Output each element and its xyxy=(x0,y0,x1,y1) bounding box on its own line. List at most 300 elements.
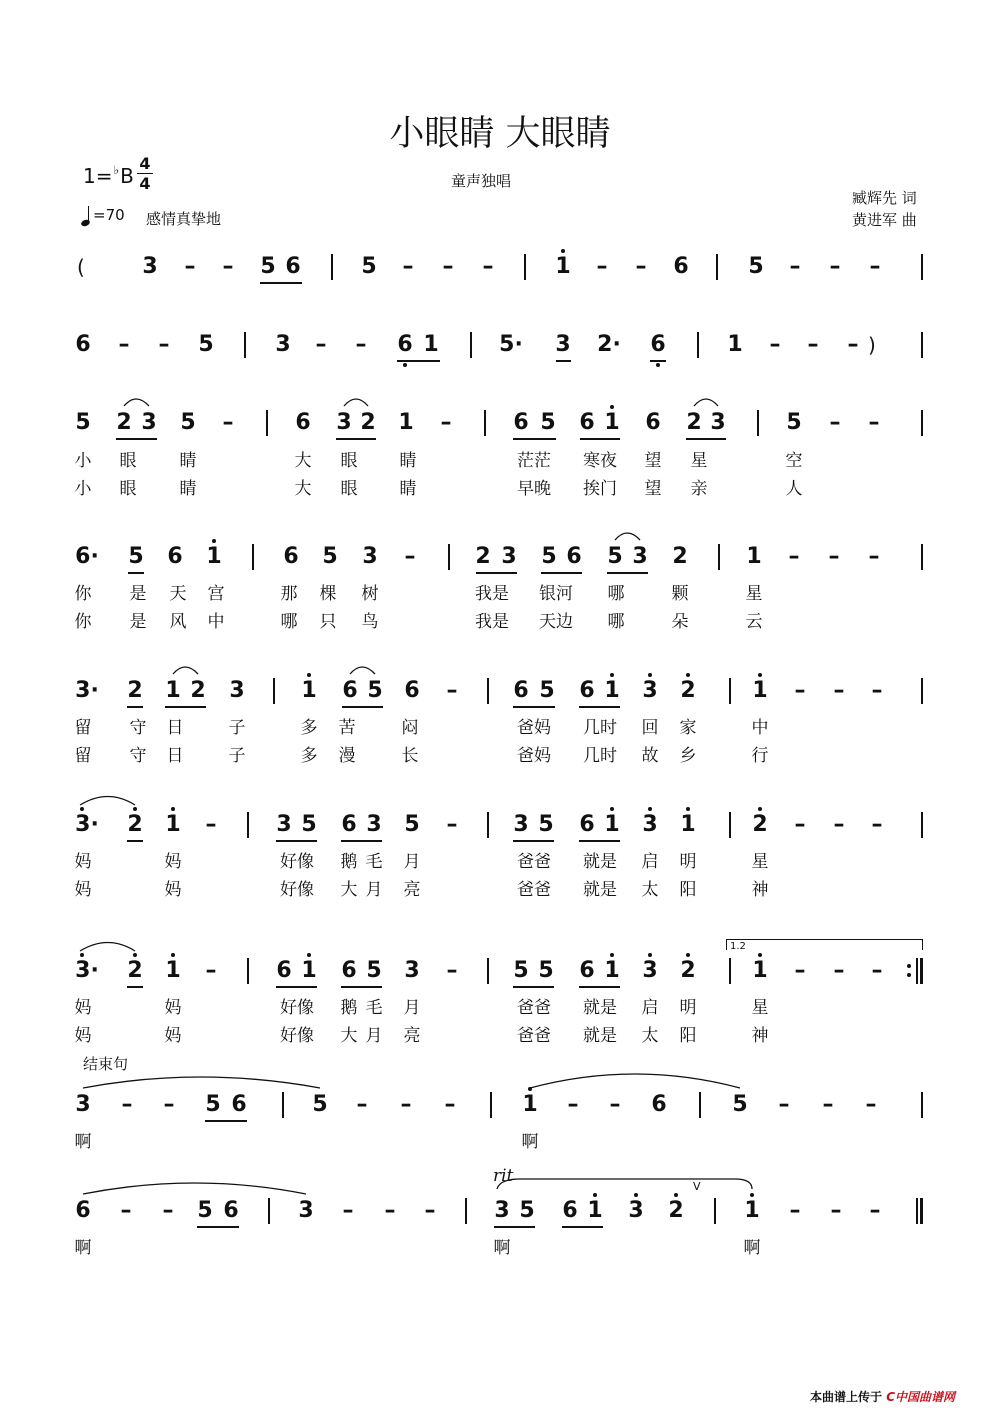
octave-dot-high xyxy=(171,807,175,811)
note: 5 xyxy=(540,410,556,435)
octave-dot-low xyxy=(656,363,660,367)
barline xyxy=(273,678,275,704)
lyric-syllable: 大 xyxy=(340,880,358,900)
dash: – xyxy=(118,332,130,357)
dash: – xyxy=(869,1198,881,1223)
footer-credit xyxy=(810,1388,955,1405)
note: 1 xyxy=(604,958,620,983)
expression-marking: 感情真挚地 xyxy=(146,210,222,228)
note: 6 xyxy=(579,678,595,703)
lyric-syllable: 你 xyxy=(74,612,92,632)
final-barline-thick xyxy=(920,1198,923,1224)
lyric-syllable: 银河 xyxy=(539,584,573,604)
note: 5 xyxy=(519,1198,535,1223)
lyric-syllable: 子 xyxy=(228,718,246,738)
lyric-syllable: 星 xyxy=(751,852,769,872)
note: 6 xyxy=(650,332,666,357)
dash: – xyxy=(355,332,367,357)
beam-underline xyxy=(607,572,648,574)
note: 5 xyxy=(361,254,377,279)
note: 2 xyxy=(475,544,491,569)
barline xyxy=(921,678,923,704)
beam-underline xyxy=(165,706,206,708)
beam-underline xyxy=(513,438,556,440)
note: 3 xyxy=(501,544,517,569)
lyric-syllable: 大 xyxy=(340,1026,358,1046)
barline xyxy=(331,254,333,280)
dash: – xyxy=(205,812,217,837)
octave-dot-high xyxy=(758,953,762,957)
note: 6 xyxy=(404,678,420,703)
note: 5 xyxy=(538,958,554,983)
note: 1 xyxy=(744,1198,760,1223)
beam-underline xyxy=(260,282,302,284)
dash: – xyxy=(404,544,416,569)
barline xyxy=(729,678,731,704)
lyric-syllable: 爸妈 xyxy=(517,718,551,738)
lyric-syllable: 中 xyxy=(207,612,225,632)
dash: – xyxy=(446,958,458,983)
note: 1 xyxy=(555,254,571,279)
volta-label: 1.2 xyxy=(730,941,746,952)
barline xyxy=(921,254,923,280)
octave-dot-high xyxy=(80,807,84,811)
dash: – xyxy=(446,678,458,703)
note: 1 xyxy=(165,958,181,983)
lyric-syllable: 望 xyxy=(644,479,662,499)
lyric-syllable: 家 xyxy=(679,718,697,738)
quarter-note-icon xyxy=(81,206,93,226)
note: 5 xyxy=(128,544,144,569)
lyric-syllable: 茫茫 xyxy=(517,451,551,471)
lyric-syllable: 啊 xyxy=(521,1132,539,1152)
note: 3· xyxy=(75,812,99,837)
lyric-syllable: 啊 xyxy=(493,1238,511,1258)
note: 5 xyxy=(786,410,802,435)
barline xyxy=(484,410,486,436)
lyric-syllable: 睛 xyxy=(399,451,417,471)
beam-underline xyxy=(494,1226,535,1228)
lyric-syllable: 明 xyxy=(679,998,697,1018)
note: 3 xyxy=(141,410,157,435)
octave-dot-high xyxy=(610,673,614,677)
ritardando-marking: rit xyxy=(493,1166,514,1186)
dash: – xyxy=(869,254,881,279)
lyric-syllable: 就是 xyxy=(583,1026,617,1046)
beam-underline xyxy=(127,986,143,988)
lyric-syllable: 就是 xyxy=(583,998,617,1018)
note: 6 xyxy=(579,812,595,837)
note: 6 xyxy=(513,678,529,703)
lyric-syllable: 天 xyxy=(169,584,187,604)
barline xyxy=(448,544,450,570)
lyric-syllable: 大 xyxy=(294,479,312,499)
lyric-syllable: 颗 xyxy=(671,584,689,604)
repeat-sign xyxy=(912,958,914,984)
dash: – xyxy=(829,410,841,435)
slur xyxy=(173,667,198,674)
note: 3 xyxy=(276,812,292,837)
lyric-syllable: 神 xyxy=(751,1026,769,1046)
lyric-syllable: 漫 xyxy=(338,746,356,766)
lyric-syllable: 树 xyxy=(361,584,379,604)
barline xyxy=(921,332,923,358)
beam-underline xyxy=(579,706,620,708)
lyric-syllable: 中 xyxy=(751,718,769,738)
octave-dot-high xyxy=(307,953,311,957)
close-paren: ) xyxy=(868,333,876,357)
octave-dot-high xyxy=(133,807,137,811)
beam-underline xyxy=(276,986,317,988)
dash: – xyxy=(384,1198,396,1223)
note: 2 xyxy=(127,958,143,983)
octave-dot-high xyxy=(750,1193,754,1197)
dash: – xyxy=(788,544,800,569)
lyric-syllable: 毛 xyxy=(365,998,383,1018)
lyric-syllable: 哪 xyxy=(280,612,298,632)
breath-mark: V xyxy=(693,1180,701,1193)
dash: – xyxy=(205,958,217,983)
barline xyxy=(524,254,526,280)
song-title: 小眼睛 大眼睛 xyxy=(389,114,611,154)
slur xyxy=(350,667,375,674)
lyric-syllable: 宫 xyxy=(207,584,225,604)
lyric-syllable: 哪 xyxy=(607,584,625,604)
site-name: 中国曲谱网 xyxy=(895,1390,956,1404)
note: 5 xyxy=(197,1198,213,1223)
volta-bracket xyxy=(726,939,923,950)
note: 3 xyxy=(555,332,571,357)
dash: – xyxy=(833,958,845,983)
lyric-syllable: 小 xyxy=(74,451,92,471)
lyric-syllable: 爸爸 xyxy=(517,880,551,900)
lyric-syllable: 苦 xyxy=(338,718,356,738)
note: 3 xyxy=(366,812,382,837)
lyric-syllable: 爸爸 xyxy=(517,998,551,1018)
slur xyxy=(83,1077,320,1088)
slur xyxy=(124,399,149,406)
lyric-syllable: 阳 xyxy=(679,880,697,900)
lyric-syllable: 就是 xyxy=(583,880,617,900)
lyric-syllable: 留 xyxy=(74,746,92,766)
note: 6 xyxy=(231,1092,247,1117)
dash: – xyxy=(828,544,840,569)
lyric-syllable: 就是 xyxy=(583,852,617,872)
octave-dot-high xyxy=(133,953,137,957)
dash: – xyxy=(121,1092,133,1117)
dash: – xyxy=(184,254,196,279)
barline xyxy=(487,958,489,984)
lyric-syllable: 太 xyxy=(641,880,659,900)
time-signature-bottom: 4 xyxy=(139,174,151,193)
lyric-syllable: 鹅 xyxy=(340,852,358,872)
lyric-syllable: 月 xyxy=(403,998,421,1018)
note: 2 xyxy=(360,410,376,435)
footer-uploaded: 本曲谱上传于 xyxy=(810,1390,883,1404)
barline xyxy=(487,812,489,838)
beam-underline xyxy=(513,840,554,842)
lyric-syllable: 长 xyxy=(401,746,419,766)
barline xyxy=(697,332,699,358)
dash: – xyxy=(222,254,234,279)
lyric-syllable: 妈 xyxy=(164,880,182,900)
lyric-syllable: 妈 xyxy=(164,1026,182,1046)
lyric-syllable: 爸妈 xyxy=(517,746,551,766)
note: 3 xyxy=(513,812,529,837)
note: 1 xyxy=(398,410,414,435)
lyric-syllable: 眼 xyxy=(119,479,137,499)
lyric-syllable: 妈 xyxy=(74,880,92,900)
note: 2· xyxy=(597,332,621,357)
slur xyxy=(344,399,368,406)
note: 3 xyxy=(229,678,245,703)
beam-underline xyxy=(513,706,555,708)
octave-dot-high xyxy=(528,1087,532,1091)
lyric-syllable: 好像 xyxy=(280,998,314,1018)
lyric-syllable: 爸爸 xyxy=(517,1026,551,1046)
dash: – xyxy=(769,332,781,357)
dash: – xyxy=(794,678,806,703)
lyric-syllable: 留 xyxy=(74,718,92,738)
beam-underline xyxy=(579,986,620,988)
dash: – xyxy=(596,254,608,279)
octave-dot-high xyxy=(610,405,614,409)
dash: – xyxy=(829,254,841,279)
lyric-syllable: 睛 xyxy=(179,479,197,499)
lyric-syllable: 啊 xyxy=(74,1238,92,1258)
octave-dot-high xyxy=(686,673,690,677)
dash: – xyxy=(807,332,819,357)
lyric-syllable: 日 xyxy=(166,746,184,766)
lyric-syllable: 月 xyxy=(365,1026,383,1046)
lyric-syllable: 几时 xyxy=(583,746,617,766)
note: 1 xyxy=(727,332,743,357)
performance-type: 童声独唱 xyxy=(451,172,512,190)
octave-dot-low xyxy=(403,363,407,367)
note: 1 xyxy=(746,544,762,569)
lyric-syllable: 大 xyxy=(294,451,312,471)
dash: – xyxy=(400,1092,412,1117)
dash: – xyxy=(315,332,327,357)
slur xyxy=(615,533,640,540)
dash: – xyxy=(158,332,170,357)
lyric-syllable: 阳 xyxy=(679,1026,697,1046)
note: 3 xyxy=(710,410,726,435)
lyric-syllable: 神 xyxy=(751,880,769,900)
note: 2 xyxy=(752,812,768,837)
dash: – xyxy=(609,1092,621,1117)
lyric-syllable: 我是 xyxy=(475,612,509,632)
note: 5 xyxy=(732,1092,748,1117)
lyric-syllable: 睛 xyxy=(399,479,417,499)
final-barline-thin xyxy=(916,1198,918,1224)
lyric-syllable: 那 xyxy=(280,584,298,604)
note: 1 xyxy=(522,1092,538,1117)
lyric-syllable: 是 xyxy=(129,612,147,632)
lyric-syllable: 妈 xyxy=(164,998,182,1018)
note: 3 xyxy=(275,332,291,357)
beam-underline xyxy=(650,360,666,362)
note: 3 xyxy=(75,1092,91,1117)
note: 6 xyxy=(223,1198,239,1223)
barline xyxy=(716,254,718,280)
barline xyxy=(266,410,268,436)
barline xyxy=(465,1198,467,1224)
note: 6· xyxy=(75,544,99,569)
lyric-syllable: 眼 xyxy=(340,451,358,471)
barline xyxy=(247,812,249,838)
note: 6 xyxy=(673,254,689,279)
note: 5 xyxy=(367,678,383,703)
note: 1 xyxy=(604,410,620,435)
note: 1 xyxy=(604,812,620,837)
slur xyxy=(80,797,135,806)
note: 1 xyxy=(587,1198,603,1223)
octave-dot-high xyxy=(561,249,565,253)
lyric-syllable: 启 xyxy=(641,998,659,1018)
dash: – xyxy=(342,1198,354,1223)
composer: 黄进军 曲 xyxy=(852,211,917,229)
lyric-syllable: 望 xyxy=(644,451,662,471)
octave-dot-high xyxy=(686,807,690,811)
octave-dot-high xyxy=(80,953,84,957)
lyric-syllable: 你 xyxy=(74,584,92,604)
lyric-syllable: 妈 xyxy=(164,852,182,872)
beam-underline xyxy=(128,572,144,574)
note: 2 xyxy=(127,812,143,837)
beam-underline xyxy=(580,438,620,440)
beam-underline xyxy=(562,1226,603,1228)
note: 3 xyxy=(642,678,658,703)
barline xyxy=(252,544,254,570)
lyric-syllable: 月 xyxy=(365,880,383,900)
note: 3 xyxy=(362,544,378,569)
barline xyxy=(921,410,923,436)
beam-underline xyxy=(127,840,143,842)
lyric-syllable: 行 xyxy=(751,746,769,766)
note: 5 xyxy=(180,410,196,435)
note: 3 xyxy=(404,958,420,983)
octave-dot-high xyxy=(686,953,690,957)
note: 6 xyxy=(579,410,595,435)
note: 6 xyxy=(513,410,529,435)
note: 5· xyxy=(499,332,523,357)
note: 3 xyxy=(494,1198,510,1223)
note: 2 xyxy=(680,678,696,703)
beam-underline xyxy=(205,1120,247,1122)
beam-underline xyxy=(579,840,620,842)
note: 3 xyxy=(336,410,352,435)
lyric-syllable: 月 xyxy=(403,852,421,872)
note: 6 xyxy=(341,958,357,983)
lyric-syllable: 亲 xyxy=(690,479,708,499)
octave-dot-high xyxy=(610,807,614,811)
lyric-syllable: 故 xyxy=(641,746,659,766)
lyric-syllable: 妈 xyxy=(74,1026,92,1046)
octave-dot-high xyxy=(212,539,216,543)
note: 6 xyxy=(579,958,595,983)
dash: – xyxy=(794,958,806,983)
slur xyxy=(80,943,135,952)
dash: – xyxy=(356,1092,368,1117)
note: 6 xyxy=(283,544,299,569)
lyric-syllable: 鸟 xyxy=(361,612,379,632)
octave-dot-high xyxy=(758,807,762,811)
barline xyxy=(470,332,472,358)
time-signature-top: 4 xyxy=(137,154,153,174)
note: 6 xyxy=(397,332,413,357)
note: 6 xyxy=(75,332,91,357)
dash: – xyxy=(162,1198,174,1223)
barline xyxy=(247,958,249,984)
lyric-syllable: 鹅 xyxy=(340,998,358,1018)
dash: – xyxy=(789,1198,801,1223)
dash: – xyxy=(868,410,880,435)
lyric-syllable: 回 xyxy=(641,718,659,738)
dash: – xyxy=(830,1198,842,1223)
note: 3 xyxy=(632,544,648,569)
octave-dot-high xyxy=(171,953,175,957)
note: 1 xyxy=(752,678,768,703)
beam-underline xyxy=(127,706,143,708)
ending-label: 结束句 xyxy=(83,1055,129,1073)
dash: – xyxy=(442,254,454,279)
lyric-syllable: 好像 xyxy=(280,1026,314,1046)
beam-underline xyxy=(341,986,382,988)
key-prefix: 1= xyxy=(83,164,113,188)
octave-dot-high xyxy=(634,1193,638,1197)
site-logo-icon: C xyxy=(886,1390,896,1404)
note: 5 xyxy=(198,332,214,357)
beam-underline xyxy=(116,438,157,440)
barline xyxy=(714,1198,716,1224)
note: 5 xyxy=(312,1092,328,1117)
lyric-syllable: 哪 xyxy=(607,612,625,632)
dash: – xyxy=(444,1092,456,1117)
note: 1 xyxy=(165,678,181,703)
octave-dot-high xyxy=(674,1193,678,1197)
open-paren: ( xyxy=(77,255,85,279)
lyric-syllable: 守 xyxy=(129,746,147,766)
lyric-syllable: 眼 xyxy=(340,479,358,499)
note: 3 xyxy=(642,958,658,983)
dash: – xyxy=(865,1092,877,1117)
lyric-syllable: 人 xyxy=(785,479,803,499)
beam-underline xyxy=(556,360,571,362)
barline xyxy=(282,1092,284,1118)
barline xyxy=(757,410,759,436)
dash: – xyxy=(871,678,883,703)
octave-dot-high xyxy=(648,673,652,677)
lyric-syllable: 啊 xyxy=(74,1132,92,1152)
lyricist: 臧辉先 词 xyxy=(852,189,917,207)
note: 2 xyxy=(668,1198,684,1223)
octave-dot-high xyxy=(610,953,614,957)
lyric-syllable: 好像 xyxy=(280,880,314,900)
note: 2 xyxy=(686,410,702,435)
note: 1 xyxy=(604,678,620,703)
note: 1 xyxy=(301,958,317,983)
note: 3 xyxy=(628,1198,644,1223)
dash: – xyxy=(635,254,647,279)
time-signature xyxy=(137,154,153,193)
note: 5 xyxy=(404,812,420,837)
lyric-syllable: 睛 xyxy=(179,451,197,471)
octave-dot-high xyxy=(648,807,652,811)
dash: – xyxy=(567,1092,579,1117)
lyric-syllable: 朵 xyxy=(671,612,689,632)
note: 3· xyxy=(75,678,99,703)
